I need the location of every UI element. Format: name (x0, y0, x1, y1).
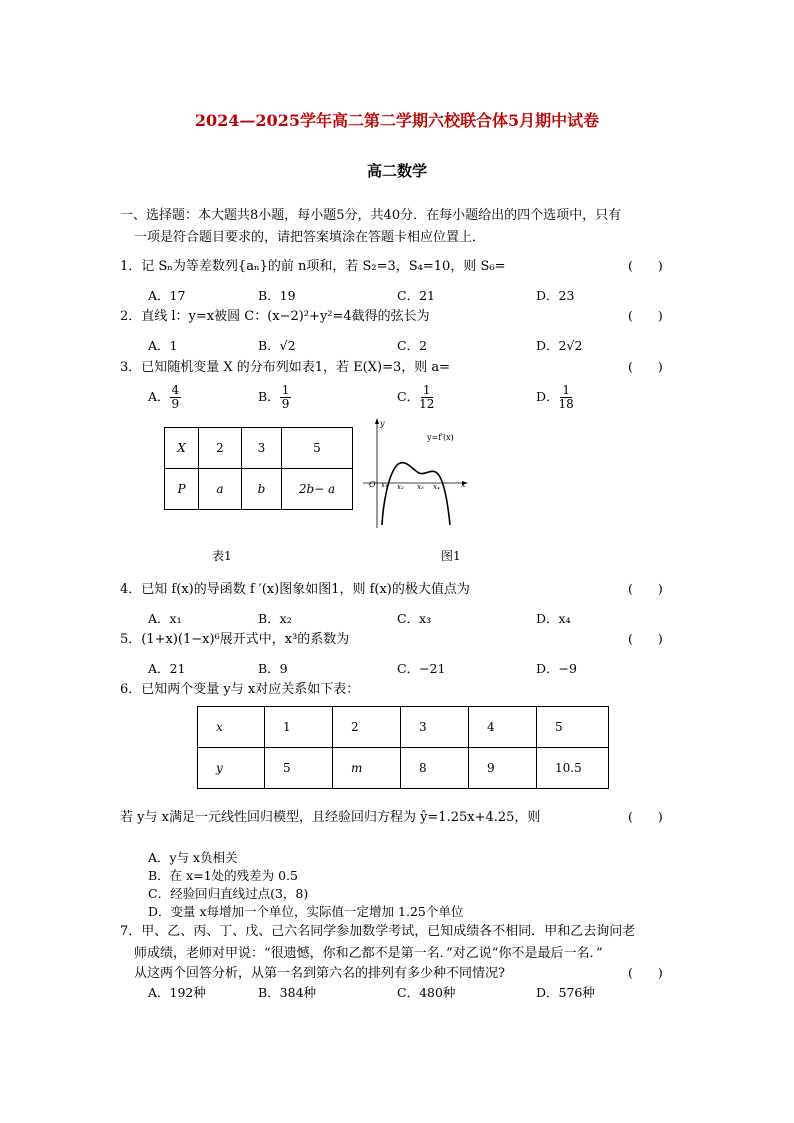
answer-paren-2: ( ) (628, 308, 663, 323)
exam-subtitle: 高二数学 (366, 162, 427, 180)
q1-option-a: A．17 (148, 288, 186, 303)
q4-option-c: C．x₃ (397, 611, 432, 626)
table-cell: 4 (469, 707, 537, 748)
q2-option-b: B．√2 (258, 338, 296, 353)
question-7-line2: 师成绩，老师对甲说：“很遗憾，你和乙都不是第一名．”对乙说“你不是最后一名．” (134, 946, 603, 961)
table-cell: 5 (537, 707, 609, 748)
q1-option-c: C．21 (397, 288, 435, 303)
question-1-text: 1．记 Sₙ为等差数列{aₙ}的前 n项和，若 S₂=3，S₄=10，则 S₆= (120, 259, 506, 274)
point-label-x1: x₁ (381, 481, 388, 489)
q5-option-d: D．−9 (536, 661, 577, 676)
q7-option-a: A．192种 (148, 985, 206, 1000)
derivative-curve (382, 463, 450, 525)
q1-option-d: D．23 (536, 288, 575, 303)
question-3-text: 3．已知随机变量 X 的分布列如表1，若 E(X)=3，则 a= (120, 360, 451, 375)
table-cell: x (198, 707, 265, 748)
answer-paren-6: ( ) (628, 809, 663, 824)
answer-paren-4: ( ) (628, 581, 663, 596)
q7-option-c: C．480种 (397, 985, 456, 1000)
derivative-graph (355, 415, 475, 530)
point-label-x4: x₄ (433, 483, 440, 491)
q6-option-d: D．变量 x每增加一个单位，实际值一定增加 1.25个单位 (148, 904, 464, 919)
table-cell: 1 (265, 707, 333, 748)
answer-paren-3: ( ) (628, 359, 663, 374)
exam-title: 2024—2025学年高二第二学期六校联合体5月期中试卷 (194, 111, 600, 130)
q6-option-a: A．y与 x负相关 (148, 850, 238, 865)
y-axis-arrow (375, 418, 379, 424)
q2-option-d: D．2√2 (536, 338, 583, 353)
figure-1-caption: 图1 (441, 549, 461, 563)
answer-paren-7: ( ) (628, 965, 663, 980)
answer-paren-5: ( ) (628, 631, 663, 646)
question-7-line3: 从这两个回答分析，从第一名到第六名的排列有多少种不同情况? (134, 966, 505, 981)
q3-option-c: C． $\frac{1}{12}$ (397, 383, 435, 411)
q5-option-a: A．21 (148, 661, 186, 676)
table-cell: a (199, 469, 242, 510)
q3-option-b: B． $\frac{1}{9}$ (258, 383, 290, 411)
table-cell: 3 (242, 428, 282, 469)
table-cell: X (165, 428, 199, 469)
table-cell: 2b− a (282, 469, 353, 510)
table-cell: 9 (469, 748, 537, 789)
curve-label: y=f′(x) (427, 433, 454, 442)
point-label-x2: x₂ (397, 483, 404, 491)
q5-option-b: B．9 (258, 661, 288, 676)
section-intro-line2: 一项是符合题目要求的，请把答案填涂在答题卡相应位置上． (134, 230, 486, 245)
q3-option-d: D． $\frac{1}{18}$ (536, 383, 574, 411)
table-cell: b (242, 469, 282, 510)
section-intro-line1: 一、选择题：本大题共8小题，每小题5分，共40分．在每小题给出的四个选项中，只有 (120, 208, 622, 223)
table-cell: 5 (265, 748, 333, 789)
table-cell: P (165, 469, 199, 510)
q6-option-b: B．在 x=1处的残差为 0.5 (148, 868, 298, 883)
table-cell: 10.5 (537, 748, 609, 789)
table-cell: 5 (282, 428, 353, 469)
question-4-text: 4．已知 f(x)的导函数 f ′(x)图象如图1，则 f(x)的极大值点为 (120, 582, 470, 597)
question-6-text: 6．已知两个变量 y与 x对应关系如下表： (120, 682, 360, 697)
regression-table (197, 706, 609, 789)
point-label-x3: x₃ (417, 483, 424, 491)
question-7-line1: 7．甲、乙、丙、丁、戊、己六名同学参加数学考试，已知成绩各不相同．甲和乙去询问老 (120, 924, 636, 939)
distribution-table (164, 427, 353, 510)
question-5-text: 5．(1+x)(1−x)⁶展开式中，x³的系数为 (120, 632, 350, 647)
table-cell: 3 (401, 707, 469, 748)
table-cell: 2 (333, 707, 401, 748)
question-2-text: 2．直线 l：y=x被圆 C：(x−2)²+y²=4截得的弦长为 (120, 309, 430, 324)
table-cell: m (333, 748, 401, 789)
q4-option-d: D．x₄ (536, 611, 571, 626)
q1-option-b: B．19 (258, 288, 296, 303)
q2-option-a: A．1 (148, 338, 178, 353)
table-cell: y (198, 748, 265, 789)
y-axis-label: y (380, 419, 385, 428)
q3-option-a: A． $\frac{4}{9}$ (148, 383, 180, 411)
q4-option-a: A．x₁ (148, 611, 182, 626)
origin-label: O (369, 480, 376, 489)
q5-option-c: C．−21 (397, 661, 446, 676)
q4-option-b: B．x₂ (258, 611, 292, 626)
x-axis-label: x (461, 480, 466, 489)
table-cell: 8 (401, 748, 469, 789)
q2-option-c: C．2 (397, 338, 428, 353)
q6-option-c: C．经验回归直线过点(3，8) (148, 886, 309, 901)
question-6-condition: 若 y与 x满足一元线性回归模型，且经验回归方程为 ŷ=1.25x+4.25，则 (120, 810, 541, 825)
q7-option-b: B．384种 (258, 985, 317, 1000)
answer-paren-1: ( ) (628, 258, 663, 273)
q7-option-d: D．576种 (536, 985, 595, 1000)
table-1-caption: 表1 (212, 549, 232, 563)
table-cell: 2 (199, 428, 242, 469)
